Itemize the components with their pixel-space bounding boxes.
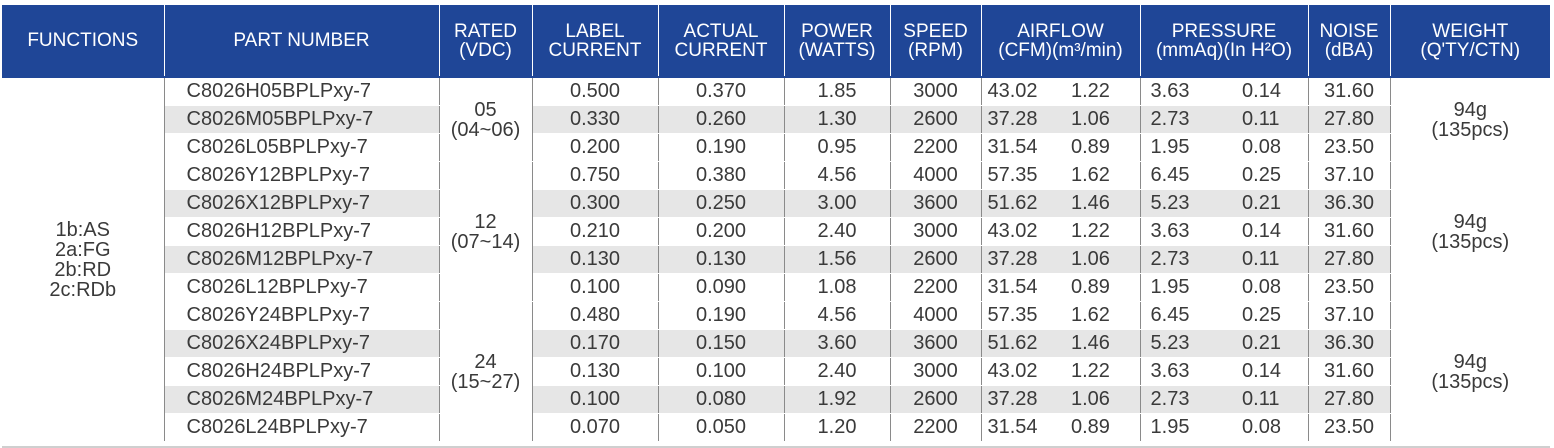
pressure-inh2o-cell: 0.08 bbox=[1220, 134, 1308, 162]
function-item: 2c:RDb bbox=[49, 278, 117, 301]
table-body bbox=[2, 77, 1550, 442]
pressure-mmaq-cell: 2.73 bbox=[1140, 246, 1220, 274]
table-row bbox=[2, 302, 1550, 330]
actual-current-cell: 0.050 bbox=[658, 414, 784, 442]
airflow-m3-cell: 1.06 bbox=[1067, 386, 1140, 414]
function-item: 2b:RD bbox=[54, 258, 112, 281]
speed-cell: 2200 bbox=[890, 414, 981, 442]
header-rated-line1: RATED bbox=[454, 20, 517, 42]
power-cell: 3.60 bbox=[784, 330, 890, 358]
airflow-m3-cell: 1.62 bbox=[1067, 302, 1140, 330]
part-number-cell: C8026X12BPLPxy-7 bbox=[164, 190, 439, 218]
airflow-cfm-cell: 37.28 bbox=[981, 246, 1067, 274]
functions-cell bbox=[2, 77, 164, 442]
power-cell: 0.95 bbox=[784, 134, 890, 162]
header-pressure bbox=[1140, 5, 1308, 77]
noise-cell: 37.10 bbox=[1308, 162, 1390, 190]
actual-current-cell: 0.100 bbox=[658, 358, 784, 386]
table-row bbox=[2, 190, 1550, 218]
speed-cell: 2600 bbox=[890, 386, 981, 414]
header-airflow-line2: (CFM)(m³/min) bbox=[998, 39, 1123, 61]
airflow-m3-cell: 1.62 bbox=[1067, 162, 1140, 190]
actual-current-cell: 0.200 bbox=[658, 218, 784, 246]
label-current-cell: 0.210 bbox=[532, 218, 658, 246]
header-part-number-label: PART NUMBER bbox=[233, 30, 370, 51]
header-power-line2: (WATTS) bbox=[798, 39, 876, 61]
header-airflow-line1: AIRFLOW bbox=[1017, 20, 1104, 42]
header-part-number bbox=[164, 5, 439, 77]
header-power bbox=[784, 5, 890, 77]
noise-cell: 31.60 bbox=[1308, 77, 1390, 106]
label-current-cell: 0.480 bbox=[532, 302, 658, 330]
pressure-inh2o-cell: 0.11 bbox=[1220, 386, 1308, 414]
label-current-cell: 0.070 bbox=[532, 414, 658, 442]
part-number-cell: C8026L12BPLPxy-7 bbox=[164, 274, 439, 302]
noise-cell: 23.50 bbox=[1308, 134, 1390, 162]
label-current-cell: 0.100 bbox=[532, 274, 658, 302]
header-pressure-line2: (mmAq)(In H²O) bbox=[1155, 39, 1293, 61]
part-number-cell: C8026L24BPLPxy-7 bbox=[164, 414, 439, 442]
actual-current-cell: 0.150 bbox=[658, 330, 784, 358]
header-speed bbox=[890, 5, 981, 77]
pressure-inh2o-cell: 0.25 bbox=[1220, 302, 1308, 330]
header-row bbox=[2, 5, 1550, 77]
weight-value: 94g bbox=[1453, 98, 1487, 121]
table-header bbox=[2, 5, 1550, 77]
header-label-current-line1: LABEL bbox=[565, 20, 625, 42]
pressure-mmaq-cell: 2.73 bbox=[1140, 106, 1220, 134]
noise-cell: 27.80 bbox=[1308, 246, 1390, 274]
power-cell: 4.56 bbox=[784, 302, 890, 330]
part-number-cell: C8026Y12BPLPxy-7 bbox=[164, 162, 439, 190]
header-weight-line1: WEIGHT bbox=[1432, 20, 1509, 42]
header-noise-line1: NOISE bbox=[1319, 20, 1379, 42]
actual-current-cell: 0.190 bbox=[658, 302, 784, 330]
part-number-cell: C8026M24BPLPxy-7 bbox=[164, 386, 439, 414]
airflow-m3-cell: 1.22 bbox=[1067, 358, 1140, 386]
rated-voltage-range: (04~06) bbox=[450, 118, 521, 141]
label-current-cell: 0.130 bbox=[532, 246, 658, 274]
table-row bbox=[2, 386, 1550, 414]
label-current-cell: 0.750 bbox=[532, 162, 658, 190]
power-cell: 1.85 bbox=[784, 77, 890, 106]
noise-cell: 27.80 bbox=[1308, 106, 1390, 134]
rated-voltage-value: 24 bbox=[474, 350, 497, 373]
speed-cell: 2600 bbox=[890, 106, 981, 134]
table-row bbox=[2, 274, 1550, 302]
table-row bbox=[2, 330, 1550, 358]
airflow-cfm-cell: 31.54 bbox=[981, 134, 1067, 162]
airflow-m3-cell: 0.89 bbox=[1067, 414, 1140, 442]
power-cell: 4.56 bbox=[784, 162, 890, 190]
actual-current-cell: 0.080 bbox=[658, 386, 784, 414]
airflow-m3-cell: 0.89 bbox=[1067, 134, 1140, 162]
header-label-current bbox=[532, 5, 658, 77]
power-cell: 2.40 bbox=[784, 358, 890, 386]
label-current-cell: 0.300 bbox=[532, 190, 658, 218]
header-weight bbox=[1390, 5, 1550, 77]
header-label-current-line2: CURRENT bbox=[548, 39, 642, 61]
pressure-inh2o-cell: 0.25 bbox=[1220, 162, 1308, 190]
label-current-cell: 0.200 bbox=[532, 134, 658, 162]
pressure-mmaq-cell: 6.45 bbox=[1140, 162, 1220, 190]
part-number-cell: C8026X24BPLPxy-7 bbox=[164, 330, 439, 358]
part-number-cell: C8026L05BPLPxy-7 bbox=[164, 134, 439, 162]
label-current-cell: 0.130 bbox=[532, 358, 658, 386]
actual-current-cell: 0.370 bbox=[658, 77, 784, 106]
header-speed-line2: (RPM) bbox=[908, 39, 963, 61]
part-number-cell: C8026H12BPLPxy-7 bbox=[164, 218, 439, 246]
weight-cell bbox=[1390, 162, 1550, 302]
power-cell: 2.40 bbox=[784, 218, 890, 246]
power-cell: 1.30 bbox=[784, 106, 890, 134]
airflow-m3-cell: 1.46 bbox=[1067, 190, 1140, 218]
pressure-mmaq-cell: 1.95 bbox=[1140, 134, 1220, 162]
actual-current-cell: 0.090 bbox=[658, 274, 784, 302]
rated-voltage-value: 05 bbox=[474, 98, 497, 121]
header-actual-current-line2: CURRENT bbox=[674, 39, 768, 61]
airflow-cfm-cell: 31.54 bbox=[981, 274, 1067, 302]
header-rated bbox=[439, 5, 532, 77]
noise-cell: 23.50 bbox=[1308, 274, 1390, 302]
table-row bbox=[2, 134, 1550, 162]
airflow-m3-cell: 1.06 bbox=[1067, 246, 1140, 274]
pressure-mmaq-cell: 1.95 bbox=[1140, 414, 1220, 442]
carton-qty: (135pcs) bbox=[1431, 230, 1510, 253]
table-row bbox=[2, 162, 1550, 190]
speed-cell: 3000 bbox=[890, 358, 981, 386]
header-weight-line2: (Q'TY/CTN) bbox=[1420, 39, 1521, 61]
pressure-inh2o-cell: 0.11 bbox=[1220, 246, 1308, 274]
actual-current-cell: 0.130 bbox=[658, 246, 784, 274]
rated-voltage-cell bbox=[439, 302, 532, 442]
speed-cell: 3600 bbox=[890, 330, 981, 358]
speed-cell: 3000 bbox=[890, 218, 981, 246]
function-item: 1b:AS bbox=[55, 218, 110, 241]
header-noise bbox=[1308, 5, 1390, 77]
noise-cell: 36.30 bbox=[1308, 190, 1390, 218]
speed-cell: 4000 bbox=[890, 302, 981, 330]
spec-table bbox=[2, 5, 1550, 442]
airflow-cfm-cell: 31.54 bbox=[981, 414, 1067, 442]
speed-cell: 3000 bbox=[890, 77, 981, 106]
carton-qty: (135pcs) bbox=[1431, 118, 1510, 141]
power-cell: 3.00 bbox=[784, 190, 890, 218]
part-number-cell: C8026M05BPLPxy-7 bbox=[164, 106, 439, 134]
power-cell: 1.20 bbox=[784, 414, 890, 442]
speed-cell: 2200 bbox=[890, 274, 981, 302]
airflow-cfm-cell: 43.02 bbox=[981, 218, 1067, 246]
table-row bbox=[2, 77, 1550, 106]
rated-voltage-cell bbox=[439, 162, 532, 302]
speed-cell: 4000 bbox=[890, 162, 981, 190]
pressure-mmaq-cell: 5.23 bbox=[1140, 190, 1220, 218]
noise-cell: 37.10 bbox=[1308, 302, 1390, 330]
weight-cell bbox=[1390, 302, 1550, 442]
header-speed-line1: SPEED bbox=[903, 20, 968, 42]
part-number-cell: C8026Y24BPLPxy-7 bbox=[164, 302, 439, 330]
pressure-inh2o-cell: 0.21 bbox=[1220, 330, 1308, 358]
airflow-m3-cell: 1.06 bbox=[1067, 106, 1140, 134]
noise-cell: 27.80 bbox=[1308, 386, 1390, 414]
pressure-inh2o-cell: 0.14 bbox=[1220, 358, 1308, 386]
power-cell: 1.08 bbox=[784, 274, 890, 302]
table-row bbox=[2, 414, 1550, 442]
speed-cell: 2200 bbox=[890, 134, 981, 162]
table-row bbox=[2, 106, 1550, 134]
airflow-m3-cell: 1.22 bbox=[1067, 77, 1140, 106]
function-item: 2a:FG bbox=[54, 238, 111, 261]
airflow-cfm-cell: 43.02 bbox=[981, 77, 1067, 106]
speed-cell: 2600 bbox=[890, 246, 981, 274]
pressure-mmaq-cell: 6.45 bbox=[1140, 302, 1220, 330]
table-row bbox=[2, 246, 1550, 274]
airflow-cfm-cell: 57.35 bbox=[981, 162, 1067, 190]
weight-cell bbox=[1390, 77, 1550, 162]
actual-current-cell: 0.260 bbox=[658, 106, 784, 134]
header-functions-label: FUNCTIONS bbox=[27, 30, 139, 51]
airflow-cfm-cell: 37.28 bbox=[981, 106, 1067, 134]
airflow-cfm-cell: 37.28 bbox=[981, 386, 1067, 414]
table-row bbox=[2, 358, 1550, 386]
airflow-m3-cell: 0.89 bbox=[1067, 274, 1140, 302]
pressure-mmaq-cell: 5.23 bbox=[1140, 330, 1220, 358]
pressure-inh2o-cell: 0.21 bbox=[1220, 190, 1308, 218]
label-current-cell: 0.100 bbox=[532, 386, 658, 414]
pressure-mmaq-cell: 3.63 bbox=[1140, 77, 1220, 106]
actual-current-cell: 0.380 bbox=[658, 162, 784, 190]
pressure-mmaq-cell: 1.95 bbox=[1140, 274, 1220, 302]
airflow-cfm-cell: 57.35 bbox=[981, 302, 1067, 330]
speed-cell: 3600 bbox=[890, 190, 981, 218]
header-functions bbox=[2, 5, 164, 77]
rated-voltage-range: (15~27) bbox=[450, 370, 521, 393]
header-pressure-line1: PRESSURE bbox=[1171, 20, 1277, 42]
weight-value: 94g bbox=[1453, 350, 1487, 373]
power-cell: 1.56 bbox=[784, 246, 890, 274]
header-airflow bbox=[981, 5, 1140, 77]
noise-cell: 36.30 bbox=[1308, 330, 1390, 358]
label-current-cell: 0.330 bbox=[532, 106, 658, 134]
part-number-cell: C8026M12BPLPxy-7 bbox=[164, 246, 439, 274]
pressure-mmaq-cell: 3.63 bbox=[1140, 358, 1220, 386]
rated-voltage-range: (07~14) bbox=[450, 230, 521, 253]
airflow-m3-cell: 1.22 bbox=[1067, 218, 1140, 246]
pressure-mmaq-cell: 3.63 bbox=[1140, 218, 1220, 246]
header-rated-line2: (VDC) bbox=[459, 39, 512, 61]
pressure-inh2o-cell: 0.08 bbox=[1220, 274, 1308, 302]
noise-cell: 31.60 bbox=[1308, 358, 1390, 386]
airflow-cfm-cell: 51.62 bbox=[981, 330, 1067, 358]
header-actual-current bbox=[658, 5, 784, 77]
pressure-inh2o-cell: 0.14 bbox=[1220, 77, 1308, 106]
actual-current-cell: 0.190 bbox=[658, 134, 784, 162]
airflow-m3-cell: 1.46 bbox=[1067, 330, 1140, 358]
weight-value: 94g bbox=[1453, 210, 1487, 233]
noise-cell: 31.60 bbox=[1308, 218, 1390, 246]
label-current-cell: 0.170 bbox=[532, 330, 658, 358]
header-noise-line2: (dBA) bbox=[1324, 39, 1374, 61]
power-cell: 1.92 bbox=[784, 386, 890, 414]
part-number-cell: C8026H24BPLPxy-7 bbox=[164, 358, 439, 386]
actual-current-cell: 0.250 bbox=[658, 190, 784, 218]
header-actual-current-line1: ACTUAL bbox=[683, 20, 759, 42]
header-power-line1: POWER bbox=[801, 20, 873, 42]
carton-qty: (135pcs) bbox=[1431, 370, 1510, 393]
pressure-inh2o-cell: 0.14 bbox=[1220, 218, 1308, 246]
pressure-inh2o-cell: 0.11 bbox=[1220, 106, 1308, 134]
table-row bbox=[2, 218, 1550, 246]
part-number-cell: C8026H05BPLPxy-7 bbox=[164, 77, 439, 106]
pressure-inh2o-cell: 0.08 bbox=[1220, 414, 1308, 442]
noise-cell: 23.50 bbox=[1308, 414, 1390, 442]
rated-voltage-value: 12 bbox=[474, 210, 497, 233]
airflow-cfm-cell: 43.02 bbox=[981, 358, 1067, 386]
pressure-mmaq-cell: 2.73 bbox=[1140, 386, 1220, 414]
airflow-cfm-cell: 51.62 bbox=[981, 190, 1067, 218]
label-current-cell: 0.500 bbox=[532, 77, 658, 106]
rated-voltage-cell bbox=[439, 77, 532, 162]
